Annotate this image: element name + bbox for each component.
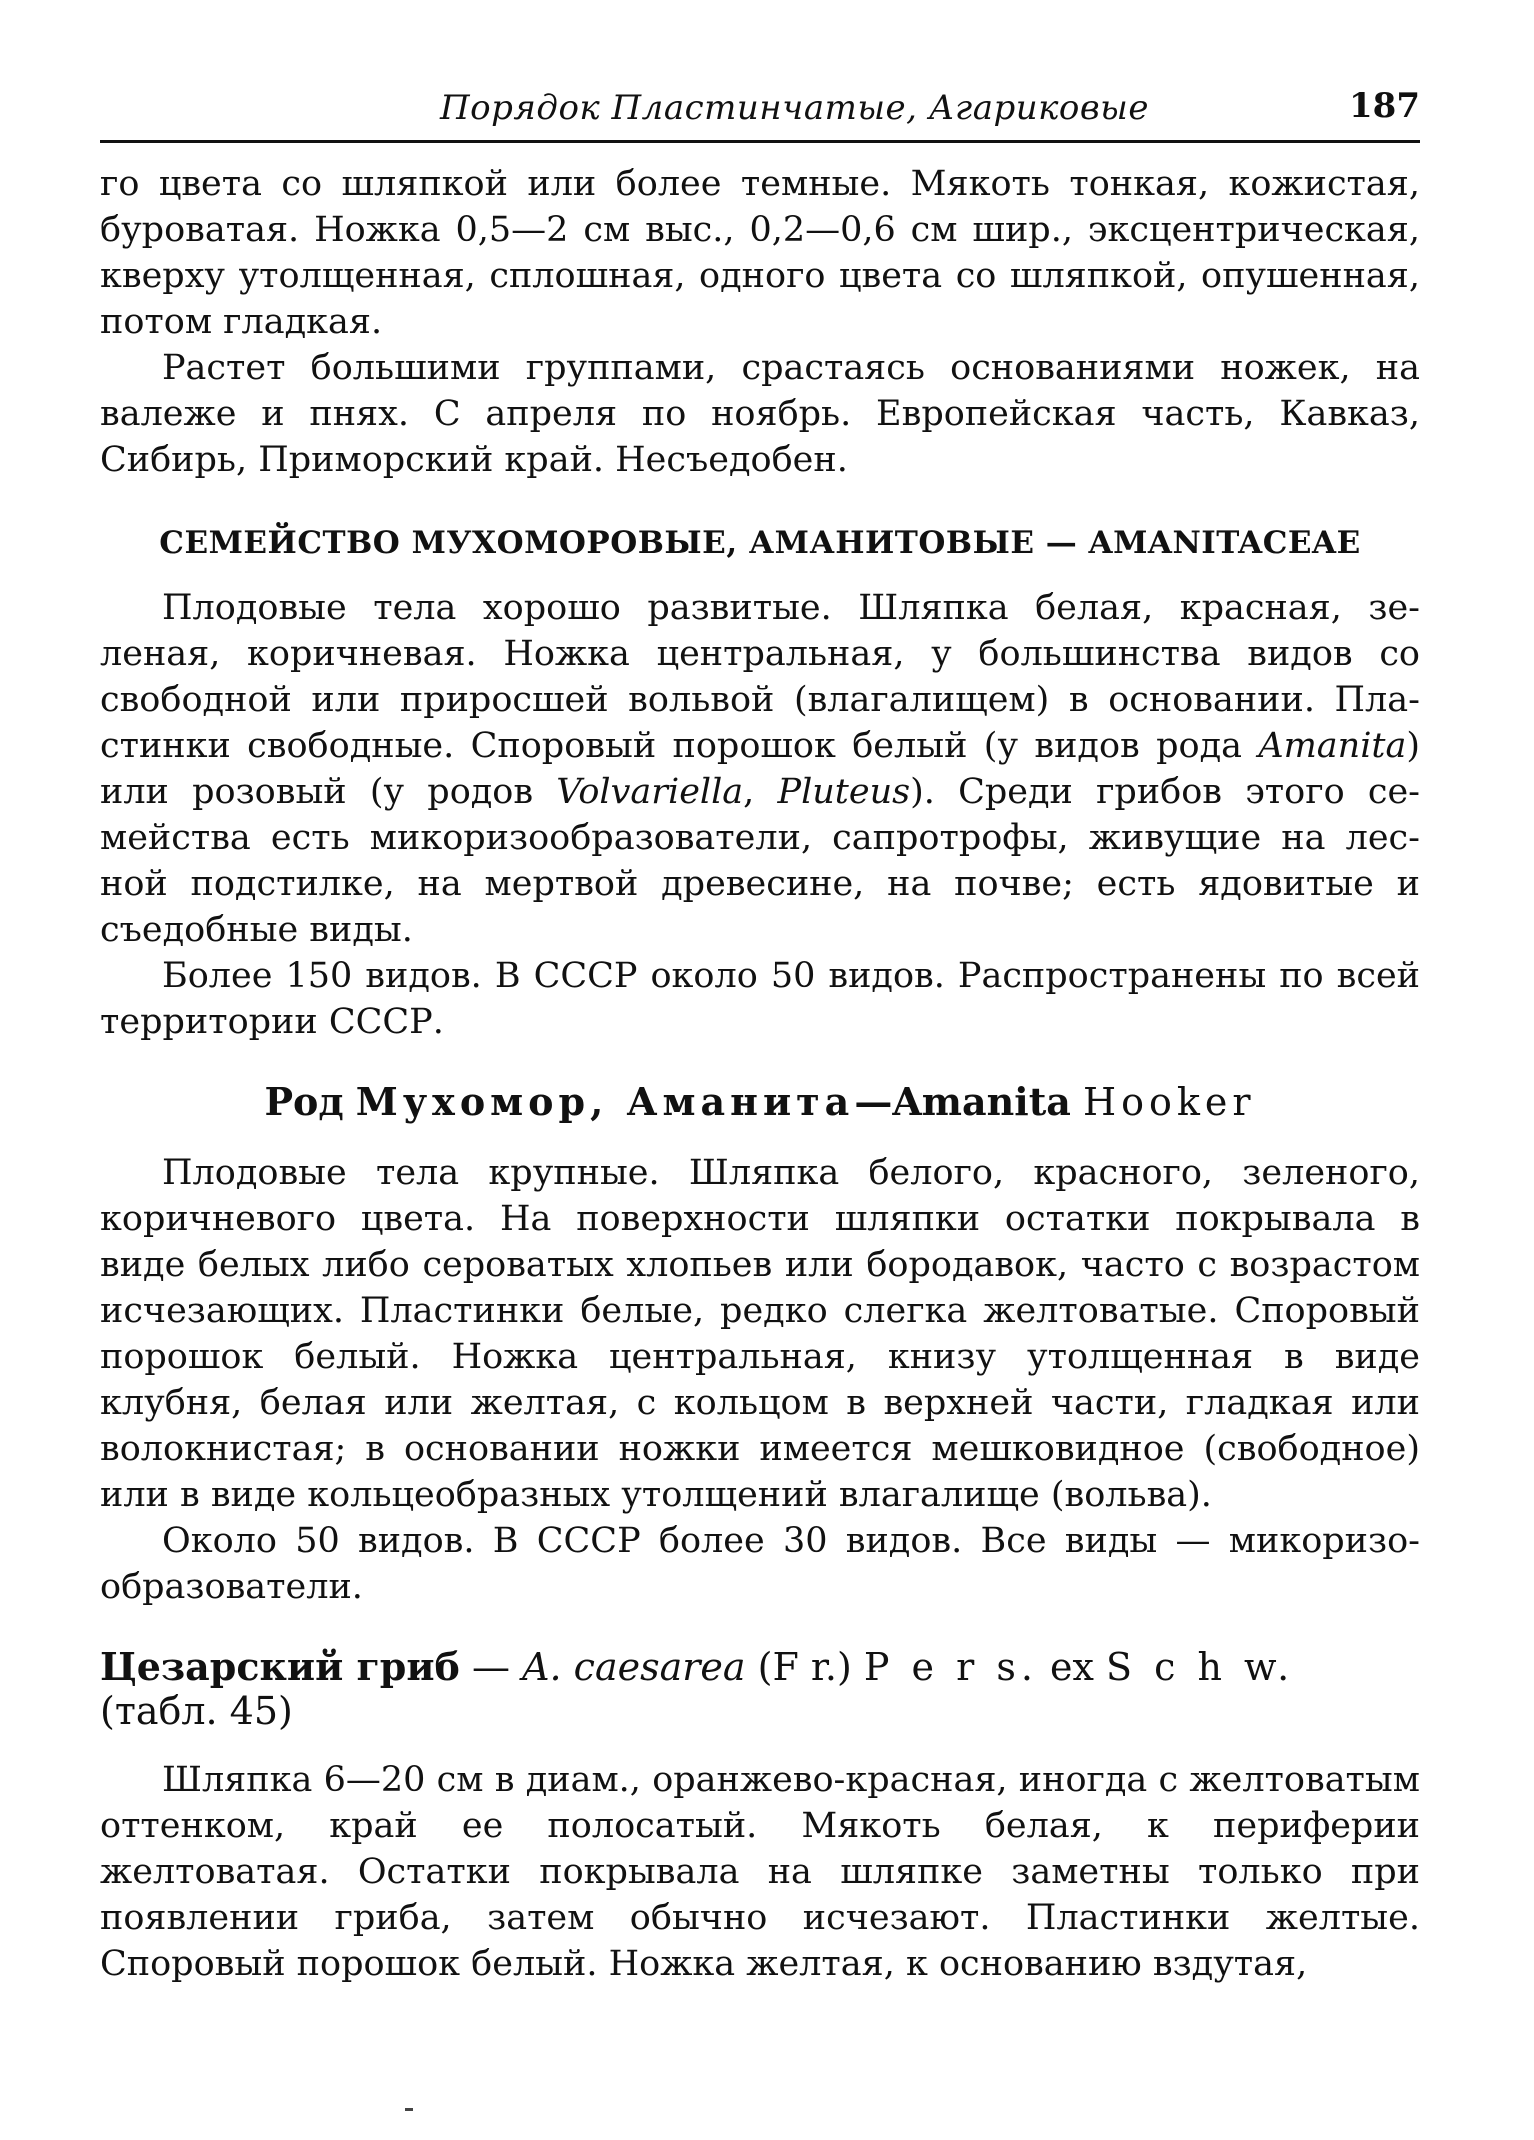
genus-name-ru: Мухомор, Аманита [355, 1079, 855, 1124]
family-heading: СЕМЕЙСТВО МУХОМОРОВЫЕ, АМАНИТОВЫЕ — AMANITACEAE [159, 525, 1361, 561]
paragraph-habitat: Растет большими группами, срастаясь основаниями ножек, на валеже и пнях. С апреля по ноябрь. Европейская часть, Кавказ, Сибирь, Приморский край. Несъедобен. [100, 348, 1420, 480]
plate-reference: (табл. 45) [100, 1689, 293, 1733]
book-page [100, 70, 1420, 1987]
continued-description [100, 161, 1420, 483]
family-description [100, 585, 1420, 1045]
species-name-ru: Цезарский гриб [100, 1644, 460, 1689]
species-heading: Цезарский гриб — A. caesarea (F r.) P e r s. ex S c h w. (табл. 45) [100, 1644, 1295, 1733]
paragraph-family-count: Более 150 видов. В СССР около 50 видов. Распространены по всей территории СССР. [100, 956, 1420, 1042]
paragraph-species-features: Шляпка 6—20 см в диам., оранжево-красная, иногда с желтоватым оттенком, край ее полосатый. Мякоть белая, к периферии желтоватая. Остатки покрывала на шляпке заметны только при появлении гриба, затем обычно исчезают. Пластинки желтые. Споровый порошок белый. Ножка желтая, к основанию вздутая, [100, 1760, 1420, 1984]
species-name-latin: A. caesarea [522, 1645, 746, 1689]
genus-rod-label: Род [264, 1079, 344, 1124]
genus-name-latin: Amanita [892, 1079, 1071, 1124]
paragraph-family-features: Плодовые тела хорошо развитые. Шляпка белая, красная, зеленая, коричневая. Ножка центральная, у большинства видов со свободной или приросшей вольвой (влагалищем) в основании. Пластинки свободные. Споровый порошок белый (у видов рода Amanita) или розовый (у родов Volvariella, Pluteus). Среди грибов этого семейства есть микоризообразователи, сапротрофы, живущие на лесной подстилке, на мертвой древесине, на почве; есть ядовитые и съедобные виды. [100, 588, 1420, 950]
genus-heading: Род Мухомор, Аманита—Amanita Hooker [264, 1079, 1256, 1124]
taxon-pluteus: Pluteus [777, 772, 911, 812]
species-description [100, 1757, 1420, 1987]
running-title: Порядок Пластинчатые, Агариковые [440, 88, 1149, 128]
taxon-amanita: Amanita [1258, 726, 1407, 766]
page-number: 187 [1349, 86, 1420, 126]
taxon-volvariella: Volvariella [556, 772, 744, 812]
genus-author: Hooker [1082, 1080, 1256, 1124]
running-head [100, 70, 1420, 143]
genus-description [100, 1150, 1420, 1610]
print-mark [405, 2108, 413, 2111]
paragraph-genus-count: Около 50 видов. В СССР более 30 видов. Все виды — микоризообразователи. [100, 1521, 1420, 1607]
paragraph-genus-features: Плодовые тела крупные. Шляпка белого, красного, зеленого, коричневого цвета. На поверхности шляпки остатки покрывала в виде белых либо сероватых хлопьев или бородавок, часто с возрастом исчезающих. Пластинки белые, редко слегка желтоватые. Споровый порошок белый. Ножка центральная, книзу утолщенная в виде клубня, белая или желтая, с кольцом в верхней части, гладкая или волокнистая; в основании ножки имеется мешковидное (свободное) или в виде кольцеобразных утолщений влагалище (вольва). [100, 1153, 1420, 1515]
paragraph-continued: го цвета со шляпкой или более темные. Мякоть тонкая, кожистая, буроватая. Ножка 0,5—2 см выс., 0,2—0,6 см шир., эксцентрическая, кверху утолщенная, сплошная, одного цвета со шляпкой, опушенная, потом гладкая. [100, 164, 1420, 342]
